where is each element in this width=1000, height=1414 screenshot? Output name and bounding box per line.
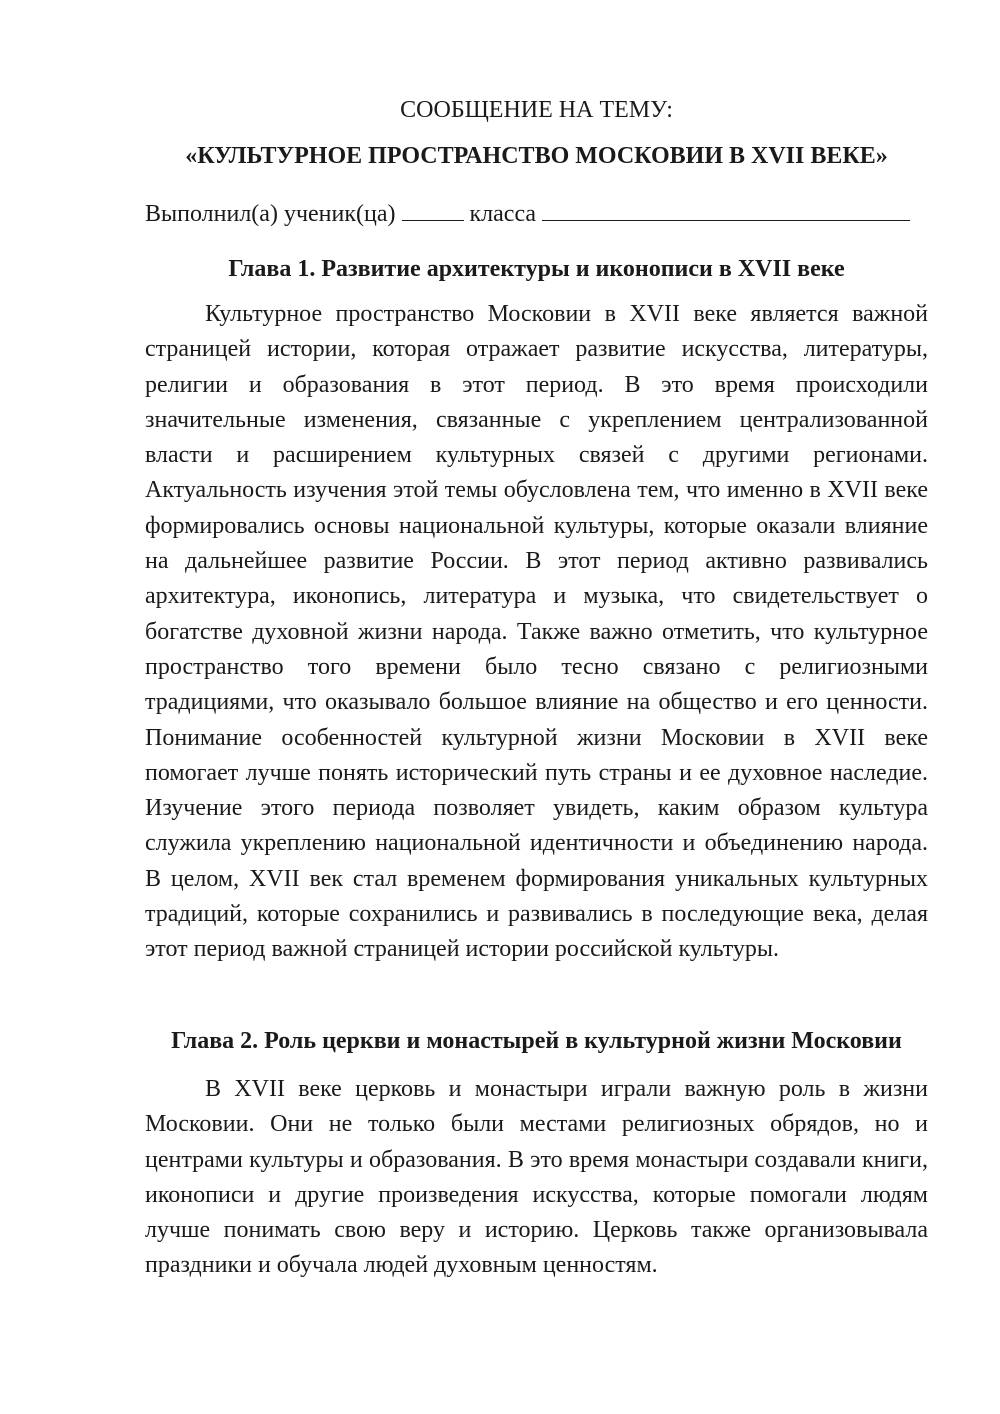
document-title-line-1: СООБЩЕНИЕ НА ТЕМУ:	[400, 97, 673, 123]
chapter-1-heading: Глава 1. Развитие архитектуры и иконописи в XVII веке	[228, 256, 845, 282]
chapter-2-heading: Глава 2. Роль церкви и монастырей в культурной жизни Московии	[171, 1028, 902, 1054]
chapter-1-paragraph: Культурное пространство Московии в XVII веке является важной страницей истории, которая отражает развитие искусства, литературы, религии и образования в этот период. В это время происходили значительные изменения, связанные с укреплением централизованной власти и расширением культурных связей с другими регионами. Актуальность изучения этой темы обусловлена тем, что именно в XVII веке формировались основы национальной культуры, которые оказали влияние на дальнейшее развитие России. В этот период активно развивались архитектура, иконопись, литература и музыка, что свидетельствует о богатстве духовной жизни народа. Также важно отметить, что культурное пространство того времени было тесно связано с религиозными традициями, что оказывало большое влияние на общество и его ценности. Понимание особенностей культурной жизни Московии в XVII веке помогает лучше понять исторический путь страны и ее духовное наследие. Изучение этого периода позволяет увидеть, каким образом культура служила укреплению национальной идентичности и объединению народа. В целом, XVII век стал временем формирования уникальных культурных традиций, которые сохранились и развивались в последующие века, делая этот период важной страницей истории российской культуры.	[145, 301, 928, 963]
class-number-blank	[402, 198, 464, 221]
document-title-line-2: «КУЛЬТУРНОЕ ПРОСТРАНСТВО МОСКОВИИ В XVII ВЕКЕ»	[185, 143, 888, 169]
author-class-label: класса	[469, 201, 537, 227]
chapter-2-paragraph: В XVII веке церковь и монастыри играли важную роль в жизни Московии. Они не только были местами религиозных обрядов, но и центрами культуры и образования. В это время монастыри создавали книги, иконописи и другие произведения искусства, которые помогали людям лучше понимать свою веру и историю. Церковь также организовывала праздники и обучала людей духовным ценностям.	[145, 1076, 928, 1279]
student-name-blank	[542, 198, 910, 221]
author-line	[145, 198, 928, 229]
author-prefix-label: Выполнил(а) ученик(ца)	[145, 201, 396, 227]
